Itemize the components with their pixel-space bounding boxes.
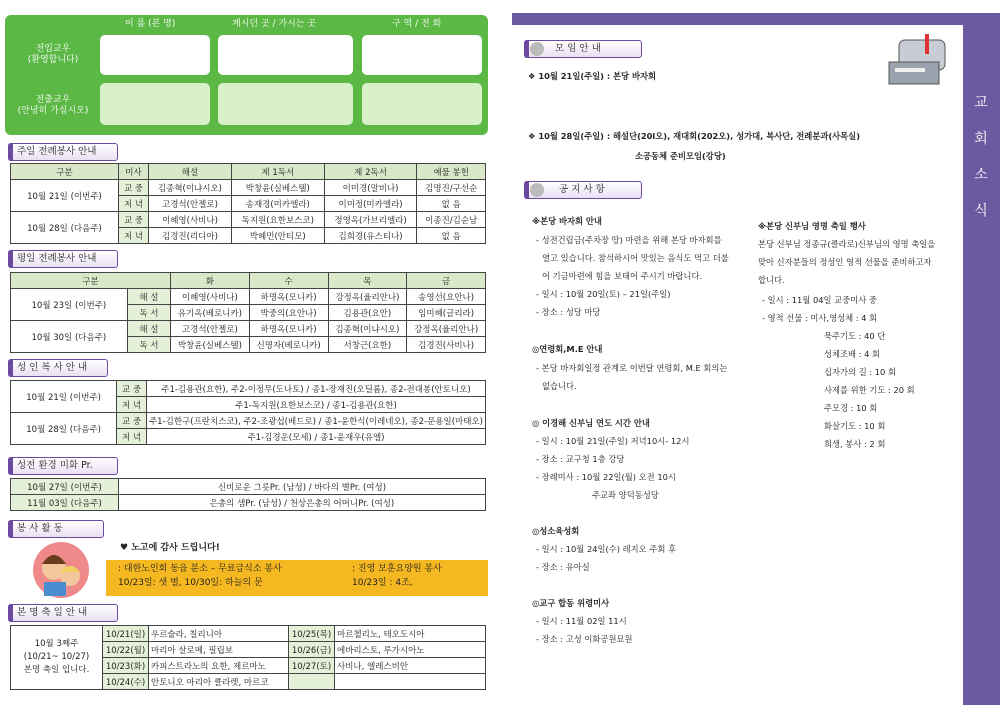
notice-line: - 일시 : 11월 02일 11시 xyxy=(536,616,627,626)
cell: 독지원(요한보스코) xyxy=(231,212,324,228)
date-cell: 10월 30일 (다음주) xyxy=(11,321,128,353)
cell: 에바리스토, 루가시아노 xyxy=(335,642,486,658)
cell: 박창윤(실베스텔) xyxy=(231,180,324,196)
registry-in-place-field[interactable] xyxy=(218,35,353,75)
cell: 은총의 샘Pr. (남성) / 천상은총의 어머니Pr. (여성) xyxy=(119,495,486,511)
registry-in-contact-field[interactable] xyxy=(362,35,482,75)
mass-cell: 저 녁 xyxy=(117,429,147,445)
cell: 고경석(안젤로) xyxy=(171,321,250,337)
cell: 김종혁(이냐시오) xyxy=(328,321,407,337)
notice-title: 공 지 사 항 xyxy=(524,181,642,199)
table-row xyxy=(11,479,486,495)
notice-line: 없습니다. xyxy=(542,381,577,391)
notice-line: ◎ 이경해 신부님 연도 시간 안내 xyxy=(532,418,650,428)
cell: 없 음 xyxy=(417,228,486,244)
mass-cell: 교 중 xyxy=(119,180,149,196)
registry-header-contact: 구 역 / 전 화 xyxy=(392,19,442,29)
news-title: 교 회 소 식 xyxy=(974,95,988,219)
notice-line: ※본당 바자회 안내 xyxy=(532,216,602,226)
cell xyxy=(335,674,486,690)
cell: 없 음 xyxy=(417,196,486,212)
role-cell: 해 설 xyxy=(127,321,170,337)
meet-item-3: 소공동체 준비모임(강당) xyxy=(635,151,726,161)
cell: 우르술라, 칠리니아 xyxy=(149,626,289,642)
cell: 김용관(요안) xyxy=(328,305,407,321)
cell: 김경진(사비나) xyxy=(407,337,486,353)
meet-item-1: ❖ 10월 21일(주일) : 본당 바자회 xyxy=(528,71,657,81)
cell: 이종진/김순남 xyxy=(417,212,486,228)
cell: 박혜민(안티모) xyxy=(231,228,324,244)
table-row xyxy=(11,321,486,337)
cell: 이미경(말비나) xyxy=(324,180,417,196)
cell: 박중의(요안나) xyxy=(249,305,328,321)
mass-cell: 교 중 xyxy=(119,212,149,228)
top-bar xyxy=(512,13,992,25)
notice-line: - 일시 : 10월 24일(수) 레지오 주회 후 xyxy=(536,544,677,554)
notice-line: - 성전건립금(주차장 땅) 마련을 위해 본당 바자회를 xyxy=(536,235,722,245)
cell: 이미정(미카엘라) xyxy=(324,196,417,212)
service-right1: : 진영 보훈요양원 봉사 xyxy=(352,564,442,574)
notice-line: - 장례미사 : 10월 22일(월) 오전 10시 xyxy=(536,472,676,482)
date-cell: 10월 23일 (이번주) xyxy=(11,289,128,321)
meet-item-2: ❖ 10월 28일(주일) : 해설단(20l오), 재대회(202오), 성가대, 복사단, 전례분과(사목실) xyxy=(528,131,860,141)
registry-in-name-field[interactable] xyxy=(100,35,210,75)
cell: 이혜영(사비나) xyxy=(149,212,232,228)
col-header: 제 2독서 xyxy=(324,164,417,180)
cell: 사비나, 엘레스비안 xyxy=(335,658,486,674)
col-header: 화 xyxy=(171,273,250,289)
cell: 정영옥(가브리엘라) xyxy=(324,212,417,228)
registry-out-name-field[interactable] xyxy=(100,83,210,125)
date-cell: 10월 27일 (이번주) xyxy=(11,479,119,495)
cell: 김종혁(이냐시오) xyxy=(149,180,232,196)
role-cell: 독 서 xyxy=(127,337,170,353)
env-title: 성전 환경 미화 Pr. xyxy=(8,457,118,475)
cell: 신명자(베로니카) xyxy=(249,337,328,353)
cell: 송재경(미카엘라) xyxy=(231,196,324,212)
date-cell: 10/23(화) xyxy=(103,658,149,674)
notice-icon xyxy=(530,183,544,197)
date-cell: 10/27(토) xyxy=(289,658,335,674)
notice-line: 어 기금마련에 힘을 보태어 주시기 바랍니다. xyxy=(542,271,703,281)
col-header: 금 xyxy=(407,273,486,289)
table-row xyxy=(11,212,486,228)
notice-line: - 장소 : 교구청 1층 강당 xyxy=(536,454,625,464)
table-row xyxy=(11,289,486,305)
notice-line: 성체조배 : 4 회 xyxy=(824,349,881,359)
notice-line: 합니다. xyxy=(758,275,785,285)
feast-title: 본 명 축 일 안 내 xyxy=(8,604,118,622)
volunteer-illustration xyxy=(24,540,98,602)
cell: 서창근(요한) xyxy=(328,337,407,353)
notice-line: - 장소 : 성당 마당 xyxy=(536,307,601,317)
table-row xyxy=(11,413,486,429)
table-row xyxy=(11,495,486,511)
table-row xyxy=(11,381,486,397)
cell: 강정옥(율리안나) xyxy=(407,321,486,337)
mass-cell: 교 중 xyxy=(117,381,147,397)
notice-line: - 장소 : 고성 이화공원묘원 xyxy=(536,634,633,644)
col-header: 목 xyxy=(328,273,407,289)
cell: 김명진/구선순 xyxy=(417,180,486,196)
date-cell: 10/21(일) xyxy=(103,626,149,642)
cell: 유기옥(베로니카) xyxy=(171,305,250,321)
mass-cell: 교 중 xyxy=(117,413,147,429)
registry-header-name: 이 름 (본 명) xyxy=(125,19,176,29)
notice-line: ◎성소육성회 xyxy=(532,526,580,536)
mailbox-icon xyxy=(885,32,957,90)
date-cell: 10/22(월) xyxy=(103,642,149,658)
table-row xyxy=(11,180,486,196)
feast-table xyxy=(10,625,486,690)
notice-line: - 본당 바자회일정 관계로 이번달 연령회, M.E 회의는 xyxy=(536,363,728,373)
registry-header-place: 계시던 곳 / 가시는 곳 xyxy=(232,19,317,29)
cell: 송영선(요안나) xyxy=(407,289,486,305)
meet-title: 모 임 안 내 xyxy=(524,40,642,58)
date-cell: 10/25(목) xyxy=(289,626,335,642)
feast-week-cell: 10월 3째주 (10/21~ 10/27) 본명 축일 입니다. xyxy=(11,626,103,690)
notice-line: - 일시 : 10월 21일(주일) 저녁10시- 12시 xyxy=(536,436,690,446)
cell: 주1-김한구(프란치스코), 주2-조광섭(베드로) / 종1-윤한식(이레네오), 종2-문용일(마태오) xyxy=(146,413,485,429)
sunday-table xyxy=(10,163,486,244)
notice-line: ◎연령회,M.E 안내 xyxy=(532,344,603,354)
date-cell: 10월 28일 (다음주) xyxy=(11,212,119,244)
meet-icon xyxy=(530,42,544,56)
registry-in-label: 전입교우 (환영합니다) xyxy=(27,44,79,65)
notice-line: - 일시 : 10월 20일(토) – 21일(주일) xyxy=(536,289,671,299)
col-header: 구분 xyxy=(11,273,171,289)
date-cell xyxy=(289,674,335,690)
registry-out-place-field[interactable] xyxy=(218,83,353,125)
cell: 마리아 살로메, 필립보 xyxy=(149,642,289,658)
sunday-title: 주일 전례봉사 안내 xyxy=(8,143,118,161)
service-left1: : 대한노인회 동읍 분소 – 무료급식소 봉사 xyxy=(118,564,282,574)
notice-line: - 일시 : 11월 04일 교중미사 중 xyxy=(762,295,877,305)
registry-out-label: 전출교우 (안녕히 가십시오) xyxy=(17,95,89,116)
date-cell: 10월 28일 (다음주) xyxy=(11,413,117,445)
col-header: 제 1독서 xyxy=(231,164,324,180)
cell: 고경석(안젤로) xyxy=(149,196,232,212)
cell: 임미혜(글리라) xyxy=(407,305,486,321)
service-right2: 10/23일 : 4조, xyxy=(352,578,413,588)
notice-line: 사제를 위한 기도 : 20 회 xyxy=(824,385,915,395)
date-cell: 10/24(수) xyxy=(103,674,149,690)
cell: 김경진(리디아) xyxy=(149,228,232,244)
notice-line: - 영적 선물 : 미사,영성체 : 4 회 xyxy=(762,313,878,323)
notice-line: - 장소 : 유아실 xyxy=(536,562,590,572)
cell: 주1-독지원(요한보스코) / 종1-김용관(요한) xyxy=(146,397,485,413)
mass-cell: 저 녁 xyxy=(117,397,147,413)
date-cell: 10월 21일 (이번주) xyxy=(11,180,119,212)
notice-line: 희생, 봉사 : 2 회 xyxy=(824,439,886,449)
notice-line: 묵주기도 : 40 단 xyxy=(824,331,886,341)
mass-cell: 저 녁 xyxy=(119,196,149,212)
cell: 박창윤(실베스텔) xyxy=(171,337,250,353)
table-row xyxy=(11,626,486,642)
notice-line: 주교좌 양덕동성당 xyxy=(592,490,659,500)
role-cell: 독 서 xyxy=(127,305,170,321)
altar-table xyxy=(10,380,486,445)
notice-line: 열고 있습니다. 참석하시어 맛있는 음식도 먹고 더불 xyxy=(542,253,729,263)
date-cell: 10/26(금) xyxy=(289,642,335,658)
cell: 하명옥(모니카) xyxy=(249,289,328,305)
notice-line: 십자가의 길 : 10 회 xyxy=(824,367,896,377)
col-header: 수 xyxy=(249,273,328,289)
cell: 마르첼리노, 테오도시아 xyxy=(335,626,486,642)
service-title: 봉 사 활 동 xyxy=(8,520,104,538)
weekday-title: 평일 전례봉사 안내 xyxy=(8,250,118,268)
notice-line: 본당 신부님 정종규(클라로)신부님의 영명 축일을 xyxy=(758,239,936,249)
cell: 김희경(유스티나) xyxy=(324,228,417,244)
cell: 안토니오 마리아 클라렛, 마르코 xyxy=(149,674,289,690)
col-header: 예물 봉헌 xyxy=(417,164,486,180)
cell: 이혜영(사비나) xyxy=(171,289,250,305)
col-header: 구분 xyxy=(11,164,119,180)
notice-line: 맞아 신자분들의 정성인 영적 선물을 준비하고자 xyxy=(758,257,932,267)
mass-cell: 저 녁 xyxy=(119,228,149,244)
notice-line: 주모경 : 10 회 xyxy=(824,403,878,413)
cell: 카피스트라노의 요한, 제르마노 xyxy=(149,658,289,674)
date-cell: 10월 21일 (이번주) xyxy=(11,381,117,413)
notice-line: ◎교구 합동 위령미사 xyxy=(532,598,610,608)
date-cell: 11월 03일 (다음주) xyxy=(11,495,119,511)
col-header: 해설 xyxy=(149,164,232,180)
env-table xyxy=(10,478,486,511)
service-left2: 10/23일: 샛 별, 10/30일: 하늘의 문 xyxy=(118,578,263,588)
service-thanks: ♥ 노고에 감사 드립니다! xyxy=(120,543,220,553)
col-header: 미사 xyxy=(119,164,149,180)
cell: 강정옥(율리안나) xyxy=(328,289,407,305)
notice-line: ※본당 신부님 영명 축일 행사 xyxy=(758,221,866,231)
role-cell: 해 설 xyxy=(127,289,170,305)
cell: 주1-김경운(모세) / 종1-윤재우(유엘) xyxy=(146,429,485,445)
registry-out-contact-field[interactable] xyxy=(362,83,482,125)
weekday-table xyxy=(10,272,486,353)
cell: 하명옥(모니카) xyxy=(249,321,328,337)
cell: 신비로운 그릇Pr. (남성) / 바다의 별Pr. (여성) xyxy=(119,479,486,495)
cell: 주1-김용관(요한), 주2-이정무(도나토) / 종1-장재진(오딜롬), 종2-전대봉(안토니오) xyxy=(146,381,485,397)
notice-line: 화살기도 : 10 회 xyxy=(824,421,886,431)
altar-title: 성 인 복 사 안 내 xyxy=(8,359,108,377)
